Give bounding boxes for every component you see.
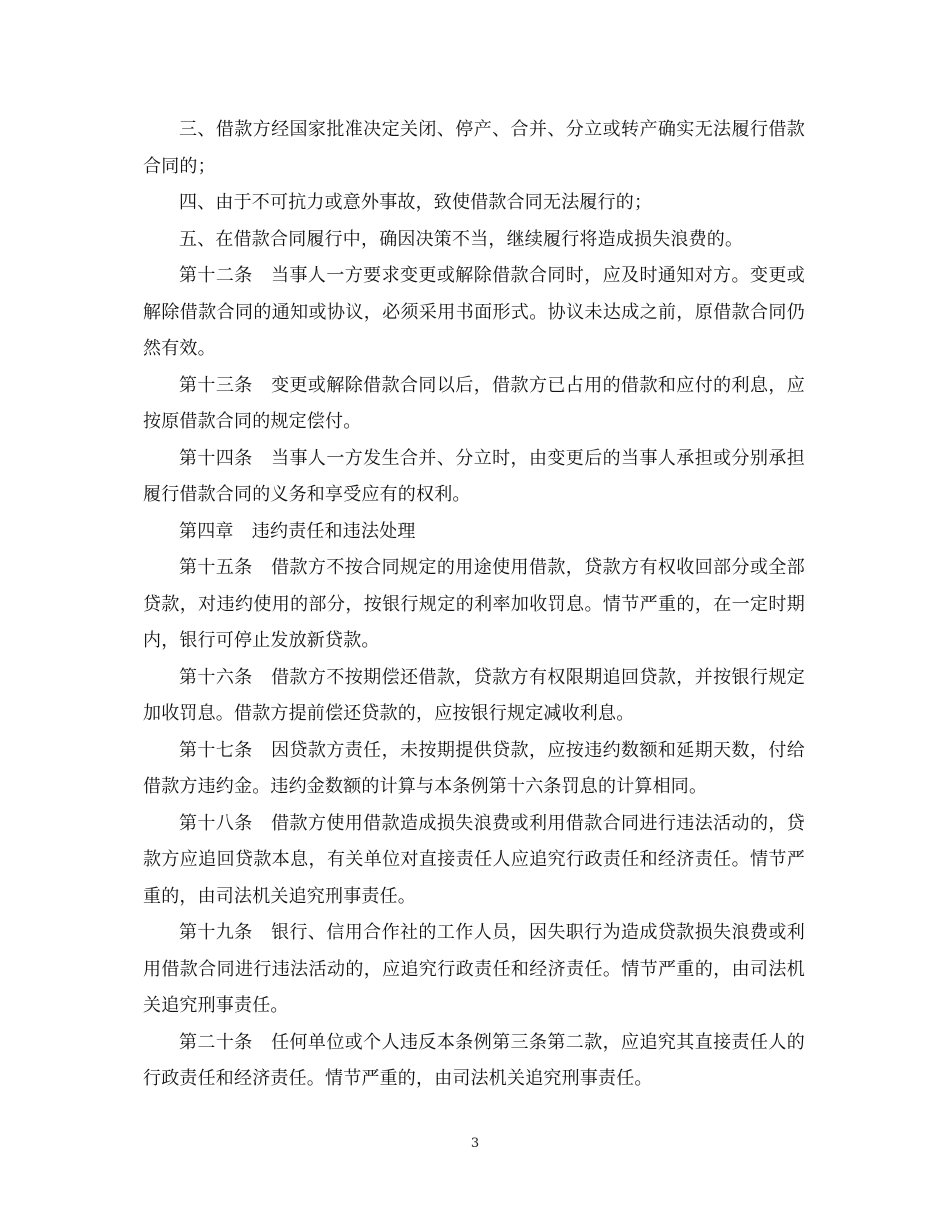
paragraph-clause-5: 五、在借款合同履行中，确因决策不当，继续履行将造成损失浪费的。 [179,228,744,250]
paragraph-article-13: 第十三条 变更或解除借款合同以后，借款方已占用的借款和应付的利息，应按原借款合同的规定偿付。 [143,374,805,432]
paragraph-article-20: 第二十条 任何单位或个人违反本条例第三条第二款，应追究其直接责任人的行政责任和经济责任。情节严重的，由司法机关追究刑事责任。 [143,1031,805,1089]
paragraph-article-17: 第十七条 因贷款方责任，未按期提供贷款，应按违约数额和延期天数，付给借款方违约金。违约金数额的计算与本条例第十六条罚息的计算相同。 [143,739,805,797]
paragraph-article-14: 第十四条 当事人一方发生合并、分立时，由变更后的当事人承担或分别承担履行借款合同的义务和享受应有的权利。 [143,447,805,505]
paragraph-clause-3: 三、借款方经国家批准决定关闭、停产、合并、分立或转产确实无法履行借款合同的； [143,119,805,177]
chapter-heading: 第四章 违约责任和违法处理 [179,520,416,542]
paragraph-article-16: 第十六条 借款方不按期偿还借款，贷款方有权限期追回贷款，并按银行规定加收罚息。借款方提前偿还贷款的，应按银行规定减收利息。 [143,666,805,724]
paragraph-article-12: 第十二条 当事人一方要求变更或解除借款合同时，应及时通知对方。变更或解除借款合同的通知或协议，必须采用书面形式。协议未达成之前，原借款合同仍然有效。 [143,265,805,359]
document-body [143,112,805,1098]
paragraph-clause-4: 四、由于不可抗力或意外事故，致使借款合同无法履行的； [179,192,653,213]
page-number: 3 [470,1136,480,1151]
paragraph-article-19: 第十九条 银行、信用合作社的工作人员，因失职行为造成贷款损失浪费或利用借款合同进行违法活动的，应追究行政责任和经济责任。情节严重的，由司法机关追究刑事责任。 [143,922,805,1016]
paragraph-article-18: 第十八条 借款方使用借款造成损失浪费或利用借款合同进行违法活动的，贷款方应追回贷款本息，有关单位对直接责任人应追究行政责任和经济责任。情节严重的，由司法机关追究刑事责任。 [143,812,805,907]
paragraph-article-15: 第十五条 借款方不按合同规定的用途使用借款，贷款方有权收回部分或全部贷款，对违约使用的部分，按银行规定的利率加收罚息。情节严重的，在一定时期内，银行可停止发放新贷款。 [143,557,805,651]
